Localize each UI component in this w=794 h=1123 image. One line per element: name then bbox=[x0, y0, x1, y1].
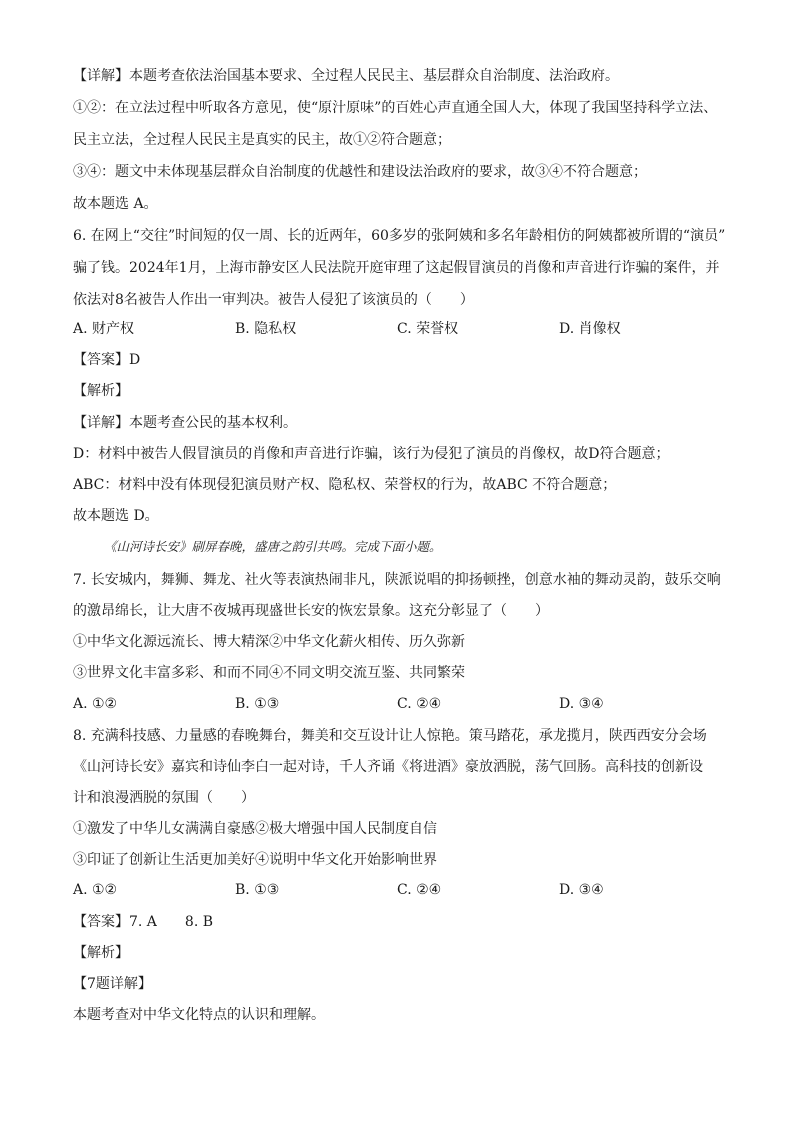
q6-option-d: D. 肖像权 bbox=[559, 321, 621, 337]
q8-stem-line1: 8. 充满科技感、力量感的春晚舞台，舞美和交互设计让人惊艳。策马踏花，承龙揽月，陕西西安分会场 bbox=[73, 728, 707, 744]
q8-choices-line2: ③印证了创新让生活更加美好④说明中华文化开始影响世界 bbox=[73, 852, 437, 868]
q8-option-c: C. ②④ bbox=[397, 882, 442, 898]
analysis-7-8-heading: 【解析】 bbox=[73, 945, 129, 961]
q8-options bbox=[73, 880, 723, 900]
q7-option-a: A. ①② bbox=[73, 696, 118, 712]
q6-conclusion: 故本题选 D。 bbox=[73, 508, 159, 524]
material-intro: 《山河诗长安》刷屏春晚，盛唐之韵引共鸣。完成下面小题。 bbox=[104, 539, 442, 554]
q7-choices-line1: ①中华文化源远流长、博大精深②中华文化薪火相传、历久弥新 bbox=[73, 634, 465, 650]
q8-stem-line2: 《山河诗长安》嘉宾和诗仙李白一起对诗，千人齐诵《将进酒》豪放洒脱，荡气回肠。高科技的创新设 bbox=[73, 759, 703, 775]
q7-stem-line1: 7. 长安城内，舞狮、舞龙、社火等表演热闹非凡，陕派说唱的抑扬顿挫，创意水袖的舞动灵韵，鼓乐交响 bbox=[73, 572, 721, 588]
q6-point-abc: ABC：材料中没有体现侵犯演员财产权、隐私权、荣誉权的行为，故ABC 不符合题意； bbox=[73, 477, 617, 493]
q6-answer: 【答案】D bbox=[73, 352, 141, 368]
q5-point-12-line1: ①②：在立法过程中听取各方意见，使“原汁原味”的百姓心声直通全国人大，体现了我国坚持科学立法、 bbox=[73, 100, 718, 116]
q5-point-12-line2: 民主立法，全过程人民民主是真实的民主，故①②符合题意； bbox=[73, 132, 451, 148]
q8-option-d: D. ③④ bbox=[559, 882, 604, 898]
q6-options bbox=[73, 319, 723, 339]
q7-options bbox=[73, 694, 723, 714]
q8-stem-line3: 计和浪漫洒脱的氛围（ ） bbox=[73, 790, 255, 806]
q6-detail: 【详解】本题考查公民的基本权利。 bbox=[73, 415, 297, 431]
q5-detail: 【详解】本题考查依法治国基本要求、全过程人民民主、基层群众自治制度、法治政府。 bbox=[73, 68, 619, 84]
q6-option-b: B. 隐私权 bbox=[235, 321, 297, 337]
q7-stem-line2: 的激昂绵长，让大唐不夜城再现盛世长安的恢宏景象。这充分彰显了（ ） bbox=[73, 603, 549, 619]
answers-7-8: 【答案】7. A 8. B bbox=[73, 914, 214, 930]
q8-option-b: B. ①③ bbox=[235, 882, 280, 898]
q5-conclusion: 故本题选 A。 bbox=[73, 196, 158, 212]
q6-analysis-heading: 【解析】 bbox=[73, 383, 129, 399]
q8-choices-line1: ①激发了中华儿女满满自豪感②极大增强中国人民制度自信 bbox=[73, 821, 437, 837]
q7-choices-line2: ③世界文化丰富多彩、和而不同④不同文明交流互鉴、共同繁荣 bbox=[73, 665, 465, 681]
q7-detail-text: 本题考查对中华文化特点的认识和理解。 bbox=[73, 1007, 325, 1023]
q5-point-34: ③④：题文中未体现基层群众自治制度的优越性和建设法治政府的要求，故③④不符合题意； bbox=[73, 164, 647, 180]
q6-option-a: A. 财产权 bbox=[73, 321, 135, 337]
q7-option-c: C. ②④ bbox=[397, 696, 442, 712]
q6-stem-line3: 依法对8名被告人作出一审判决。被告人侵犯了该演员的（ ） bbox=[73, 292, 474, 308]
q6-option-c: C. 荣誉权 bbox=[397, 321, 459, 337]
q8-option-a: A. ①② bbox=[73, 882, 118, 898]
q7-option-d: D. ③④ bbox=[559, 696, 604, 712]
q6-point-d: D：材料中被告人假冒演员的肖像和声音进行诈骗，该行为侵犯了演员的肖像权，故D符合题意； bbox=[73, 446, 670, 462]
q6-stem-line2: 骗了钱。2024年1月，上海市静安区人民法院开庭审理了这起假冒演员的肖像和声音进行诈骗的案件，并 bbox=[73, 260, 720, 276]
q7-detail-title: 【7题详解】 bbox=[73, 976, 152, 992]
q7-option-b: B. ①③ bbox=[235, 696, 280, 712]
q6-stem-line1: 6. 在网上“交往”时间短的仅一周、长的近两年，60多岁的张阿姨和多名年龄相仿的阿姨都被所谓的“演员” bbox=[73, 228, 726, 244]
